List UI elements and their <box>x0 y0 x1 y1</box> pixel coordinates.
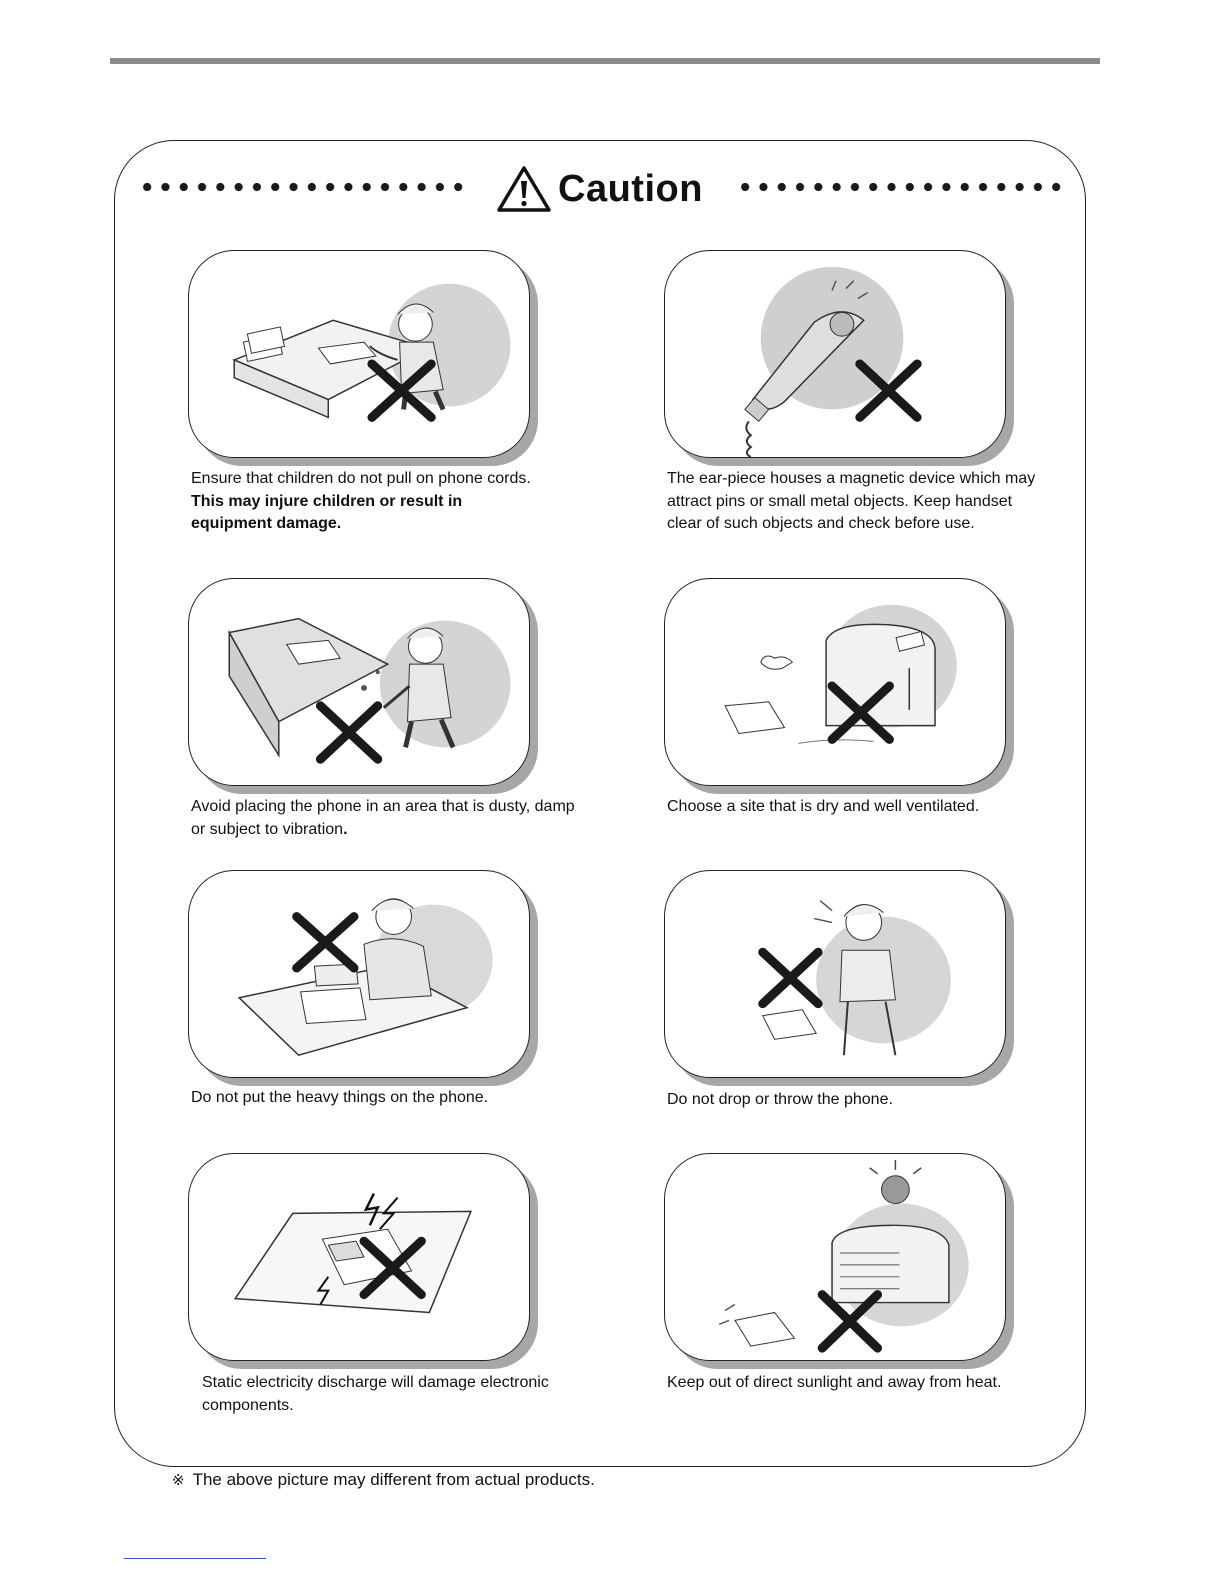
illustration-panel-drop-throw <box>664 870 1006 1078</box>
top-rule <box>110 58 1100 64</box>
reference-mark-icon: ※ <box>172 1472 185 1489</box>
caption-drop-throw: Do not drop or throw the phone. <box>667 1091 893 1108</box>
caption-dusty-vibration: Avoid placing the phone in an area that is dusty, damp or subject to vibration. <box>191 798 575 838</box>
caption-heavy-things: Do not put the heavy things on the phone. <box>191 1089 489 1106</box>
header-dots-right <box>736 181 1066 193</box>
prohibited-x-icon <box>665 871 1005 1077</box>
caption-static-electricity: Static electricity discharge will damage electronic components. <box>202 1374 549 1414</box>
bottom-link-underline <box>124 1558 266 1559</box>
illustration-panel-children-cords <box>188 250 530 458</box>
prohibited-x-icon <box>665 251 1005 457</box>
prohibited-x-icon <box>665 579 1005 785</box>
prohibited-x-icon <box>189 1154 529 1360</box>
caption-sunlight-heat: Keep out of direct sunlight and away from heat. <box>667 1374 1002 1391</box>
caption-magnetic-earpiece: The ear-piece houses a magnetic device which may attract pins or small metal objects. Keep handset clear of such objects and check before use. <box>667 470 1036 532</box>
prohibited-x-icon <box>665 1154 1005 1360</box>
prohibited-x-icon <box>189 251 529 457</box>
page-title: Caution <box>558 167 703 210</box>
illustration-panel-magnetic-earpiece <box>664 250 1006 458</box>
prohibited-x-icon <box>189 871 529 1077</box>
footnote-text: The above picture may different from actual products. <box>192 1470 595 1489</box>
caution-header <box>496 163 703 215</box>
prohibited-x-icon <box>189 579 529 785</box>
illustration-panel-static-electricity <box>188 1153 530 1361</box>
illustration-panel-dry-ventilated <box>664 578 1006 786</box>
illustration-panel-dusty-vibration <box>188 578 530 786</box>
caption-children-cords: Ensure that children do not pull on phone cords. This may injure children or result in equipment damage. <box>191 470 531 532</box>
illustration-panel-sunlight-heat <box>664 1153 1006 1361</box>
footnote <box>172 1470 595 1490</box>
header-dots-left <box>138 181 468 193</box>
caption-dry-ventilated: Choose a site that is dry and well ventilated. <box>667 798 980 815</box>
warning-triangle-icon <box>496 165 552 213</box>
illustration-panel-heavy-things <box>188 870 530 1078</box>
